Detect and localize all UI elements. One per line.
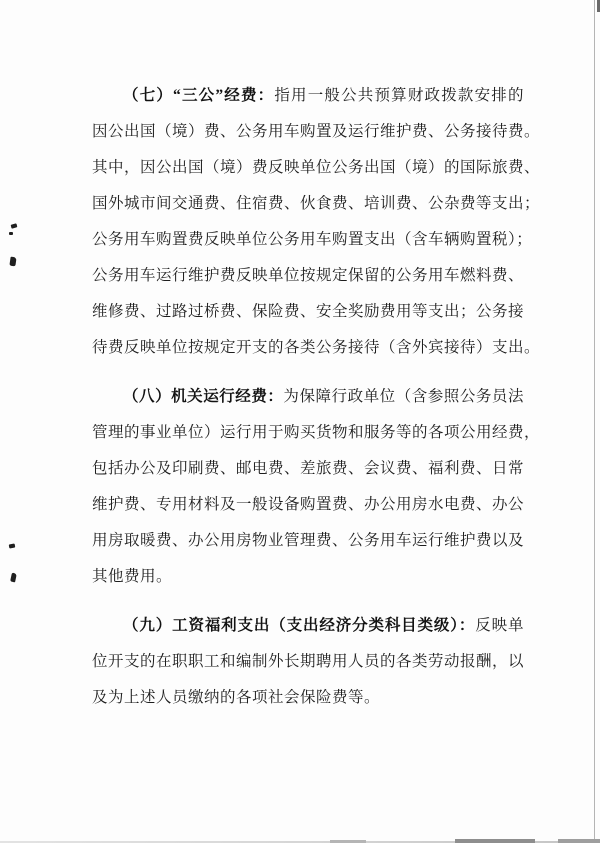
- scan-speck: [9, 257, 16, 267]
- body-text-run: 维修费、过路过桥费、保险费、安全奖励费用等支出；公务接: [92, 303, 525, 320]
- body-text-run: 公务用车购置费反映单位公务用车购置支出（含车辆购置税）；: [92, 231, 533, 248]
- para-8-agency-operating-funds: [92, 379, 541, 595]
- scan-edge-line: [594, 0, 595, 843]
- text-line: [92, 644, 524, 680]
- document-text: [92, 78, 541, 716]
- text-line: [92, 608, 524, 644]
- text-line: [92, 680, 524, 716]
- body-text-run: 反映单: [475, 617, 524, 634]
- scan-bottom-shadow: [455, 839, 535, 843]
- scan-speck: [9, 232, 13, 235]
- body-text-run: 及为上述人员缴纳的各项社会保险费等。: [92, 689, 381, 706]
- scan-bottom-shadow: [558, 839, 600, 843]
- text-line: [92, 294, 524, 330]
- body-text-run: 公务用车运行维护费反映单位按规定保留的公务用车燃料费、: [92, 267, 525, 284]
- text-line: [92, 78, 524, 114]
- body-text-run: 因公出国（境）费、公务用车购置及运行维护费、公务接待费。: [92, 123, 541, 140]
- body-text-run: 管理的事业单位）运行用于购买货物和服务等的各项公用经费，: [92, 424, 541, 441]
- body-text-run: 包括办公及印刷费、邮电费、差旅费、会议费、福利费、日常: [92, 460, 525, 477]
- body-text-run: 其中，因公出国（境）费反映单位公务出国（境）的国际旅费、: [92, 159, 541, 176]
- text-line: [92, 523, 524, 559]
- scan-speck: [10, 573, 17, 583]
- text-line: [92, 258, 524, 294]
- para-9-salary-welfare-expenditure: [92, 608, 524, 716]
- text-line: [92, 451, 524, 487]
- body-text-run: 待费反映单位按规定开支的各类公务接待（含外宾接待）支出。: [92, 339, 541, 356]
- text-line: [92, 559, 524, 595]
- text-line: [92, 487, 524, 523]
- text-line: [92, 150, 541, 186]
- text-line: [92, 186, 541, 222]
- text-line: [92, 415, 541, 451]
- text-line: [92, 222, 533, 258]
- body-text-run: 国外城市间交通费、住宿费、伙食费、培训费、公杂费等支出；: [92, 195, 541, 212]
- term-heading-run: （九）工资福利支出（支出经济分类科目类级）：: [123, 617, 476, 634]
- text-line: [92, 330, 541, 366]
- text-line: [92, 114, 541, 150]
- body-text-run: 其他费用。: [92, 568, 173, 585]
- body-text-run: 为保障行政单位（含参照公务员法: [283, 388, 524, 405]
- scan-speck: [11, 223, 18, 228]
- body-text-run: 指用一般公共预算财政拨款安排的: [274, 87, 524, 104]
- term-heading-run: （七）“三公”经费：: [123, 87, 275, 104]
- para-7-san-gong-funds: [92, 78, 541, 366]
- body-text-run: 用房取暖费、办公用房物业管理费、公务用车运行维护费以及: [92, 532, 525, 549]
- scan-speck: [9, 544, 16, 549]
- body-text-run: 维护费、专用材料及一般设备购置费、办公用房水电费、办公: [92, 496, 525, 513]
- text-line: [92, 379, 524, 415]
- term-heading-run: （八）机关运行经费：: [123, 388, 284, 405]
- body-text-run: 位开支的在职职工和编制外长期聘用人员的各类劳动报酬，以: [92, 653, 525, 670]
